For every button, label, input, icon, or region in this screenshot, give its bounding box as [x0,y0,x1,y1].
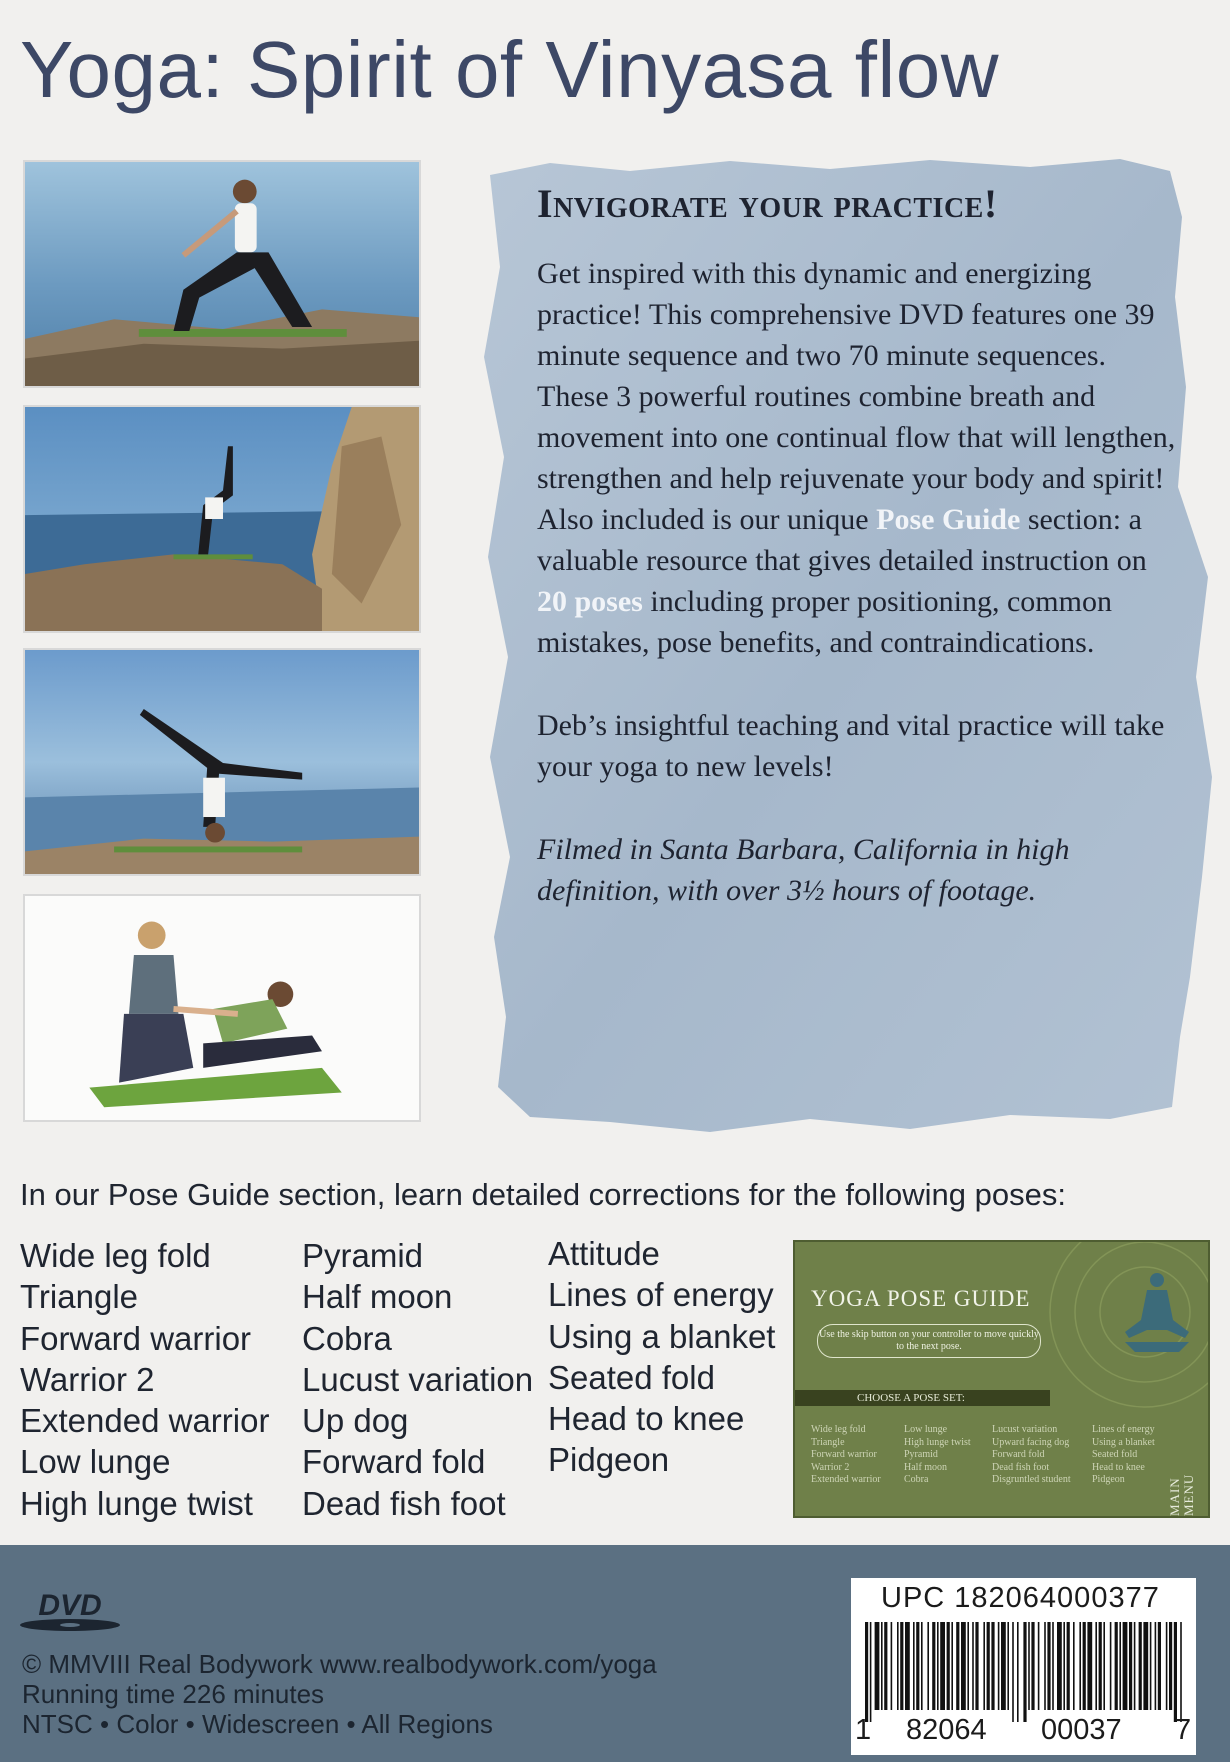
upc-label: UPC 182064000377 [881,1582,1160,1614]
pose-item: Pidgeon [548,1441,670,1479]
menu-pose-item: Triangle [811,1436,845,1448]
pose-list-column-3 [548,1233,775,1481]
running-time: Running time 226 minutes [22,1679,325,1709]
barcode-bar [927,1622,929,1710]
barcode-bar [1150,1622,1152,1710]
barcode-bar [1143,1622,1148,1710]
barcode-bar [1038,1622,1040,1710]
barcode-bar [1134,1622,1136,1710]
menu-pose-item: Cobra [904,1474,929,1485]
main-menu-label: MAIN MENU [1167,1473,1196,1516]
barcode-bar [1119,1622,1121,1710]
barcode-bar [947,1622,950,1710]
menu-pose-item: Forward warrior [811,1449,877,1460]
barcode-digit-right: 7 [1175,1714,1192,1746]
barcode-bar [1063,1622,1065,1710]
barcode-bar [1052,1622,1054,1710]
barcode-bar [1073,1622,1075,1710]
barcode-bar [972,1622,974,1710]
barcode-bar [1174,1622,1177,1722]
barcode-bar [961,1622,966,1710]
barcode-bar [956,1622,959,1710]
pose-item: Extended warrior [20,1402,270,1440]
barcode-bar [975,1622,978,1710]
footer-band [0,1545,1230,1762]
barcode-bar [1087,1622,1092,1710]
barcode-bar [865,1622,868,1722]
lunge-twist-photo [23,160,421,388]
barcode-bar [1028,1622,1030,1710]
barcode-bar [1079,1622,1081,1710]
menu-pose-item: Warrior 2 [811,1461,850,1473]
pose-item: Half moon [302,1278,453,1316]
pose-count-highlight: 20 poses [537,585,643,618]
teaching-paragraph: Deb’s insightful teaching and vital practice will take your yoga to new levels! [537,709,1165,783]
pose-item: Lines of energy [548,1276,774,1314]
barcode-bar [881,1622,883,1710]
pose-item: Warrior 2 [20,1360,155,1398]
menu-pose-item: Wide leg fold [811,1424,866,1435]
menu-pose-item: High lunge twist [904,1436,971,1448]
barcode-bar [967,1622,969,1710]
barcode-bar [870,1622,872,1722]
barcode-group-2: 00037 [1041,1714,1122,1746]
barcode-bar [987,1622,990,1710]
barcode-group-1: 82064 [906,1714,987,1746]
barcode-bar [905,1622,910,1710]
choose-pose-set-bar: CHOOSE A POSE SET: [795,1390,1050,1406]
menu-pose-item: Forward fold [992,1449,1045,1460]
barcode-bar [1103,1622,1105,1710]
pose-item: Seated fold [548,1358,715,1396]
pose-guide-intro: In our Pose Guide section, learn detailed corrections for the following poses: [20,1177,1066,1212]
pose-item: Forward fold [302,1443,486,1481]
barcode-bar [1047,1622,1050,1710]
pose-item: Lucust variation [302,1360,534,1398]
barcode [851,1578,1196,1755]
barcode-bar [1017,1622,1019,1722]
menu-title: YOGA POSE GUIDE [811,1286,1031,1311]
panel-heading: Invigorate your practice! [537,181,998,226]
barcode-bar [913,1622,915,1710]
barcode-bar [1123,1622,1128,1710]
pose-item: Using a blanket [548,1317,776,1355]
barcode-bar [1139,1622,1142,1710]
barcode-bar [1099,1622,1102,1710]
half-moon-photo [23,405,421,633]
menu-pose-item: Low lunge [904,1424,948,1435]
menu-pose-item: Disgruntled student [992,1474,1071,1485]
barcode-bar [1007,1622,1009,1710]
pose-item: Cobra [302,1319,392,1357]
barcode-bar [1095,1622,1097,1710]
pose-item: Forward warrior [20,1319,252,1357]
barcode-bar [983,1622,985,1710]
pose-guide-menu-screenshot [793,1240,1210,1518]
barcode-bar [875,1622,880,1710]
barcode-bar [937,1622,939,1710]
barcode-digit-left: 1 [855,1714,872,1746]
barcode-bar [1067,1622,1070,1710]
description-paragraph: Get inspired with this dynamic and energizing practice! This comprehensive DVD features one 39 minute sequence and two 70 minute sequences. These 3 powerful routines combine breath and movement into one continual flow that will lengthen, strengthen and help rejuvenate your body and spirit! Also included is our unique Pose Guide section: a valuable resource that gives detailed instruction on 20 poses including proper positioning, common mistakes, pose benefits, and contraindications. [537,257,1176,659]
barcode-bar [900,1622,903,1710]
pose-item: Low lunge [20,1443,171,1481]
pose-list-column-1 [20,1235,269,1524]
barcode-bar [1031,1622,1034,1710]
barcode-bar [940,1622,945,1710]
barcode-bar [921,1622,923,1710]
barcode-bar [884,1622,887,1710]
page-title: Yoga: Spirit of Vinyasa flow [20,25,1000,114]
svg-text:DVD: DVD [38,1589,102,1622]
pose-item: Dead fish foot [302,1484,506,1522]
menu-pose-grid [811,1424,1166,1487]
barcode-bars-icon [861,1622,1186,1722]
menu-pose-item: Upward facing dog [992,1436,1070,1448]
barcode-bar [1169,1622,1172,1710]
barcode-bar [951,1622,953,1710]
menu-pose-item: Head to knee [1092,1461,1145,1473]
barcode-bar [1083,1622,1086,1710]
menu-pose-item: Lines of energy [1092,1424,1155,1435]
barcode-bar [1001,1622,1006,1710]
menu-pose-item: Using a blanket [1092,1436,1155,1448]
pose-item: Wide leg fold [20,1237,211,1274]
barcode-bar [998,1622,1000,1710]
menu-pose-item: Dead fish foot [992,1461,1050,1473]
barcode-bar [1110,1622,1112,1710]
barcode-bar [1158,1622,1161,1710]
barcode-bar [1023,1622,1026,1722]
pose-item: Up dog [302,1402,409,1440]
menu-pose-item: Pidgeon [1092,1474,1125,1485]
pose-list-column-2 [302,1235,533,1524]
format-info: NTSC • Color • Widescreen • All Regions [22,1709,493,1739]
barcode-bar [932,1622,935,1710]
menu-pose-item: Pyramid [904,1449,938,1460]
filming-note: Filmed in Santa Barbara, California in high definition, with over 3½ hours of footage. [537,833,1070,907]
copyright-line: © MMVIII Real Bodywork www.realbodywork.com/yoga [22,1649,657,1679]
menu-pose-item: Extended warrior [811,1474,881,1485]
pose-item: Attitude [548,1235,660,1272]
barcode-bar [1180,1622,1182,1722]
barcode-bar [1115,1622,1118,1710]
headstand-split-photo [23,648,421,876]
pose-guide-highlight: Pose Guide [876,503,1021,536]
barcode-bar [1012,1622,1014,1722]
pose-item: Head to knee [548,1400,745,1438]
description-panel [470,157,1212,1142]
barcode-bar [891,1622,893,1710]
menu-pose-item: Lucust variation [992,1424,1058,1435]
barcode-bar [991,1622,994,1710]
barcode-bar [1155,1622,1157,1710]
menu-pose-item: Seated fold [1092,1449,1138,1460]
barcode-bar [916,1622,919,1710]
barcode-bar [1166,1622,1168,1710]
barcode-bar [1057,1622,1062,1710]
menu-tip: Use the skip button on your controller to move quickly to the next pose. [817,1324,1041,1358]
dvd-logo-icon [16,1585,124,1633]
assisted-fold-photo [23,894,421,1122]
pose-item: High lunge twist [20,1484,253,1522]
barcode-bar [1044,1622,1046,1710]
barcode-bar [1129,1622,1132,1710]
barcode-bar [897,1622,899,1710]
pose-item: Pyramid [302,1237,424,1274]
menu-pose-item: Half moon [904,1461,948,1473]
pose-item: Triangle [20,1278,138,1316]
